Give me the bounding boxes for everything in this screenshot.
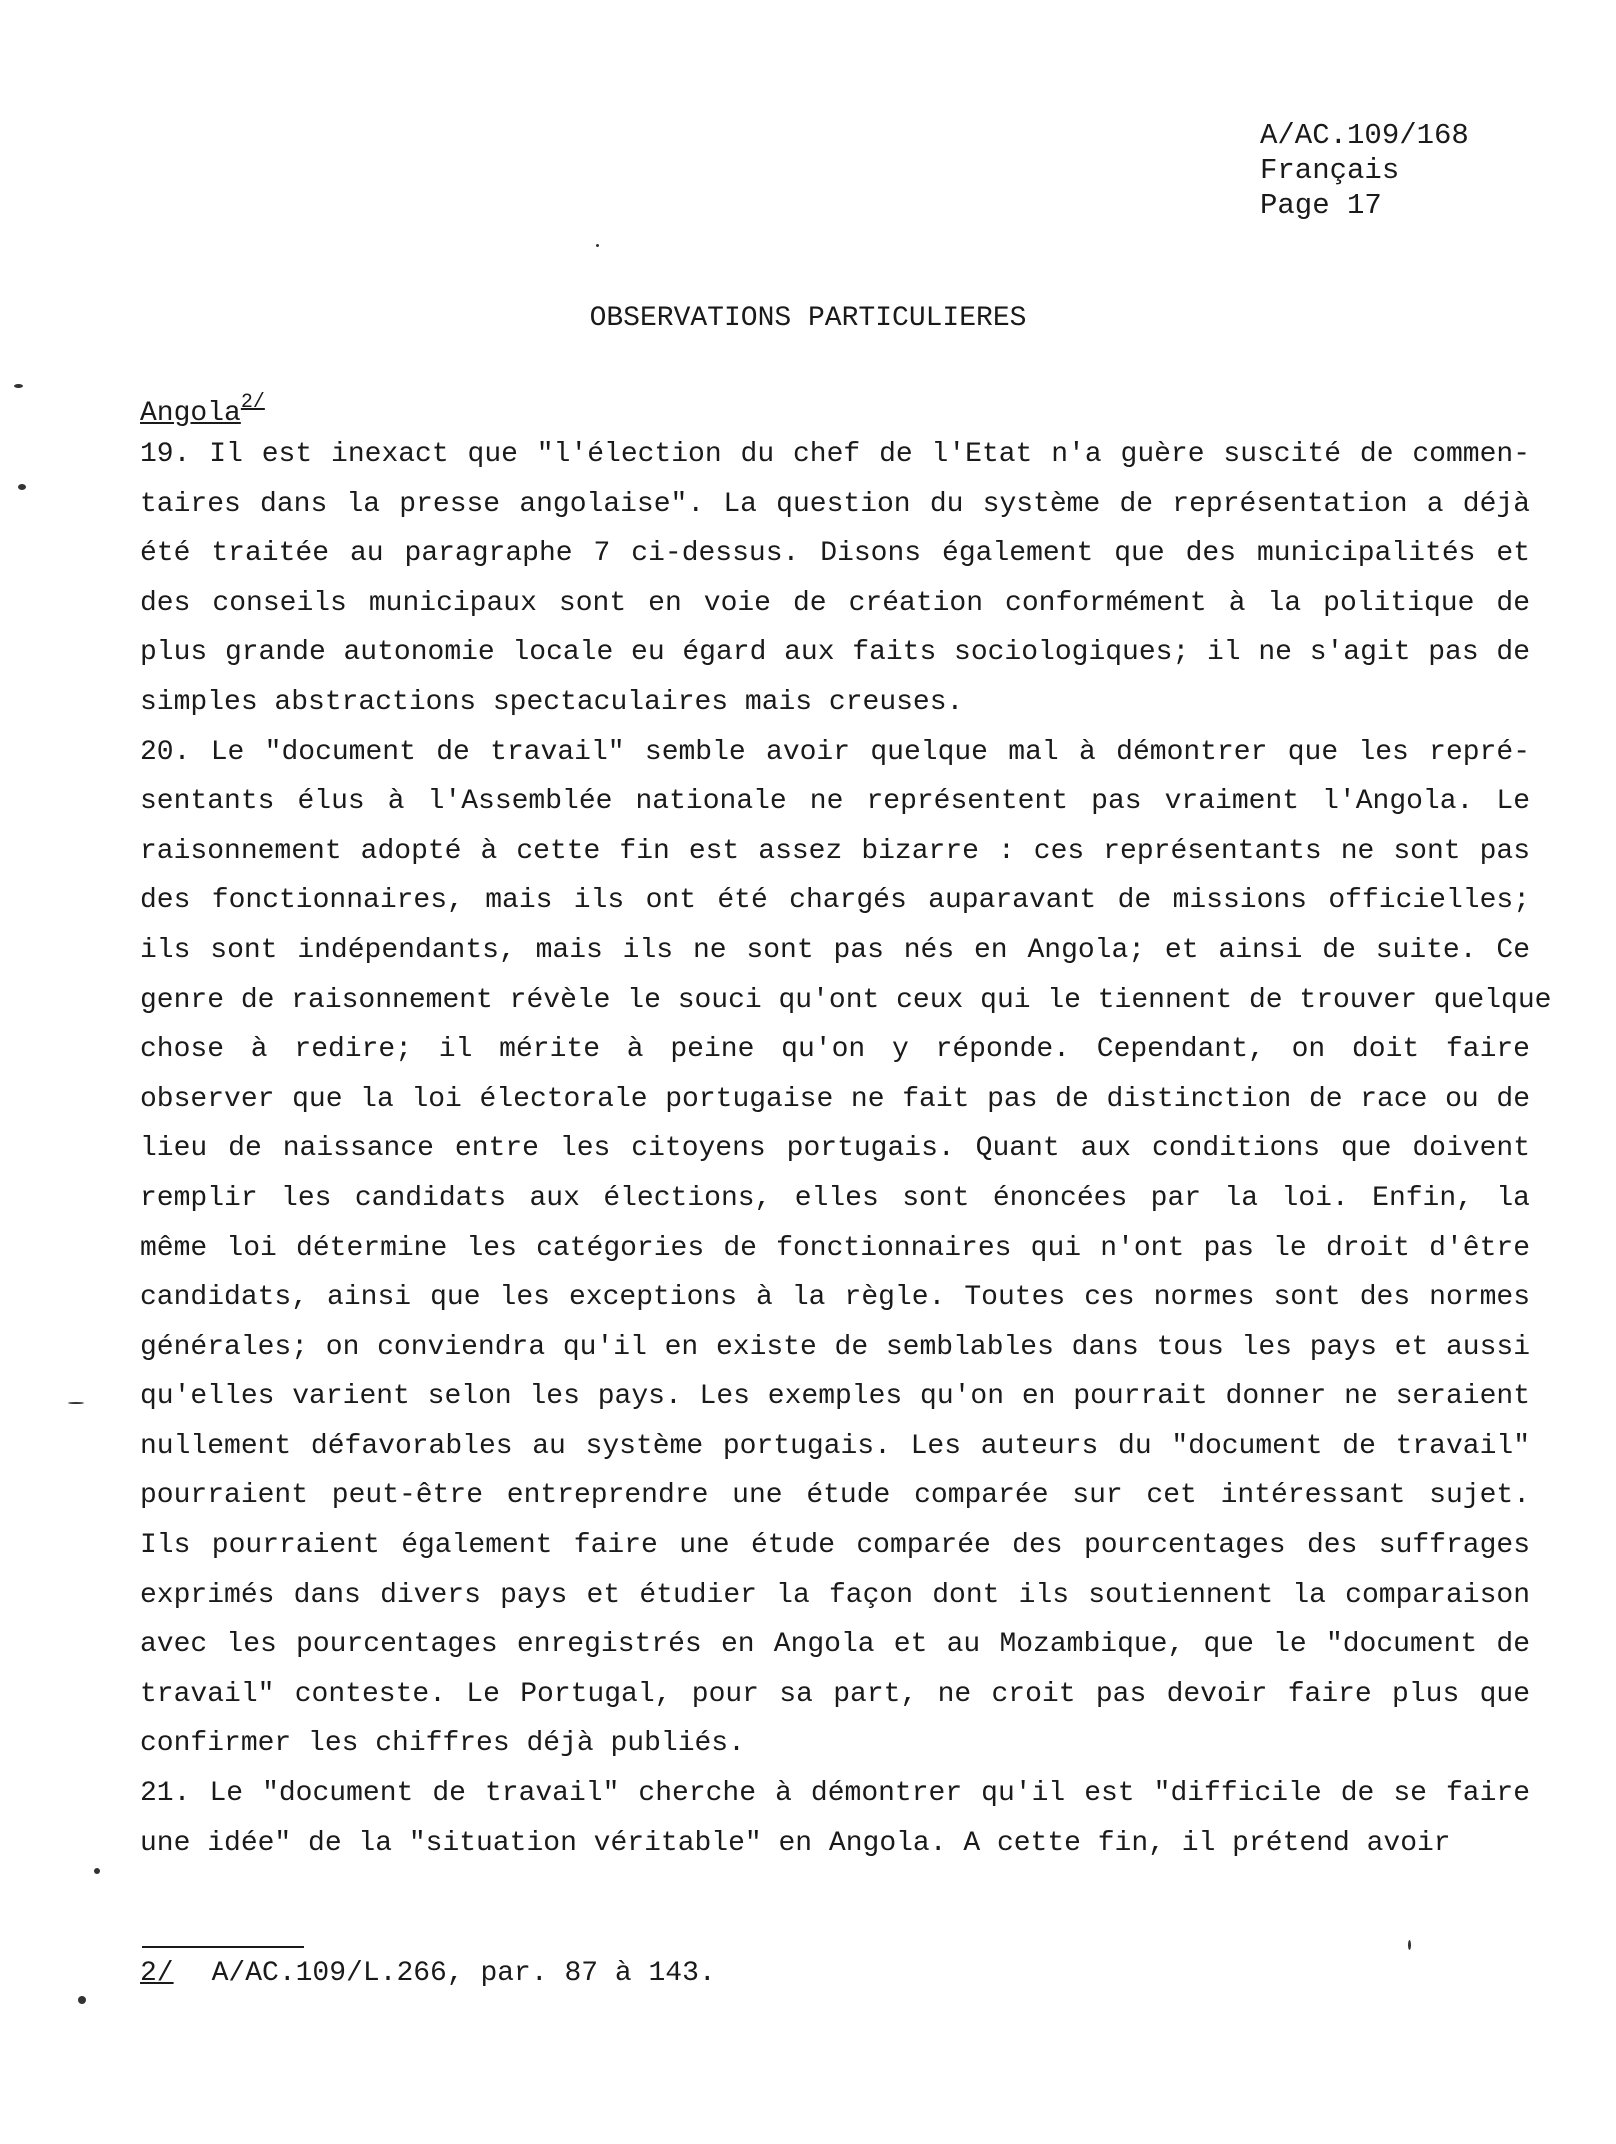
- footnote-divider: [142, 1946, 304, 1948]
- body-line: générales; on conviendra qu'il en existe de semblables dans tous les pays et aussi: [140, 1331, 1530, 1363]
- section-title: OBSERVATIONS PARTICULIERES: [589, 303, 1027, 334]
- body-line: Ils pourraient également faire une étude comparée des pourcentages des suffrages: [140, 1530, 1530, 1562]
- body-line: lieu de naissance entre les citoyens portugais. Quant aux conditions que doivent: [140, 1133, 1530, 1165]
- body-line: observer que la loi électorale portugaise ne fait pas de distinction de race ou de: [140, 1083, 1530, 1115]
- document-header: [1260, 118, 1469, 223]
- body-line: 19. Il est inexact que "l'élection du chef de l'Etat n'a guère suscité de commen-: [140, 439, 1530, 470]
- body-line: simples abstractions spectaculaires mais creuses.: [140, 686, 964, 718]
- body-line: sentants élus à l'Assemblée nationale ne représentent pas vraiment l'Angola. Le: [140, 786, 1530, 818]
- body-line: ils sont indépendants, mais ils ne sont pas nés en Angola; et ainsi de suite. Ce: [140, 934, 1530, 966]
- footnote-mark: 2/: [140, 1958, 174, 1989]
- scan-speck: [94, 1868, 100, 1874]
- body-line: avec les pourcentages enregistrés en Angola et au Mozambique, que le "document de: [140, 1629, 1530, 1661]
- body-line: genre de raisonnement révèle le souci qu'ont ceux qui le tiennent de trouver quelque: [140, 984, 1552, 1016]
- page-number: Page 17: [1260, 189, 1382, 222]
- body-line: des fonctionnaires, mais ils ont été chargés auparavant de missions officielles;: [140, 885, 1530, 917]
- body-line: exprimés dans divers pays et étudier la façon dont ils soutiennent la comparaison: [140, 1579, 1530, 1611]
- body-line: taires dans la presse angolaise". La question du système de représentation a déjà: [140, 488, 1530, 520]
- body-line: candidats, ainsi que les exceptions à la règle. Toutes ces normes sont des normes: [140, 1282, 1530, 1314]
- body-line: confirmer les chiffres déjà publiés.: [140, 1728, 745, 1760]
- scan-speck: [78, 1996, 86, 2004]
- footnote-reference: 2/: [240, 391, 265, 414]
- body-text: [140, 430, 1552, 1868]
- body-line: pourraient peut-être entreprendre une étude comparée sur cet intéressant sujet.: [140, 1480, 1530, 1512]
- body-line: nullement défavorables au système portugais. Les auteurs du "document de travail": [140, 1430, 1530, 1462]
- scan-speck: [14, 384, 23, 388]
- body-line: une idée" de la "situation véritable" en Angola. A cette fin, il prétend avoir: [140, 1827, 1451, 1859]
- footnote: [140, 1954, 716, 1994]
- body-line: des conseils municipaux sont en voie de création conformément à la politique de: [140, 587, 1530, 619]
- subheading-text: Angola: [140, 398, 241, 429]
- document-symbol: A/AC.109/168: [1260, 119, 1469, 152]
- body-line: plus grande autonomie locale eu égard aux faits sociologiques; il ne s'agit pas de: [140, 637, 1530, 669]
- body-line: 20. Le "document de travail" semble avoir quelque mal à démontrer que les repré-: [140, 736, 1530, 768]
- scan-speck: [1408, 1940, 1411, 1950]
- body-line: remplir les candidats aux élections, elles sont énoncées par la loi. Enfin, la: [140, 1182, 1530, 1214]
- document-language: Français: [1260, 154, 1400, 187]
- body-line: travail" conteste. Le Portugal, pour sa part, ne croit pas devoir faire plus que: [140, 1678, 1530, 1710]
- body-line: raisonnement adopté à cette fin est assez bizarre : ces représentants ne sont pas: [140, 835, 1530, 867]
- body-line: même loi détermine les catégories de fonctionnaires qui n'ont pas le droit d'être: [140, 1232, 1530, 1264]
- footnote-text: A/AC.109/L.266, par. 87 à 143.: [211, 1958, 716, 1989]
- body-line: chose à redire; il mérite à peine qu'on y réponde. Cependant, on doit faire: [140, 1034, 1530, 1066]
- subheading-angola: [140, 386, 265, 431]
- scan-speck: [68, 1402, 84, 1404]
- body-line: été traitée au paragraphe 7 ci-dessus. Disons également que des municipalités et: [140, 538, 1530, 570]
- scan-speck: [18, 484, 26, 490]
- body-line: 21. Le "document de travail" cherche à démontrer qu'il est "difficile de se faire: [140, 1778, 1530, 1810]
- scan-speck: [596, 244, 599, 247]
- body-line: qu'elles varient selon les pays. Les exemples qu'on en pourrait donner ne seraient: [140, 1381, 1530, 1413]
